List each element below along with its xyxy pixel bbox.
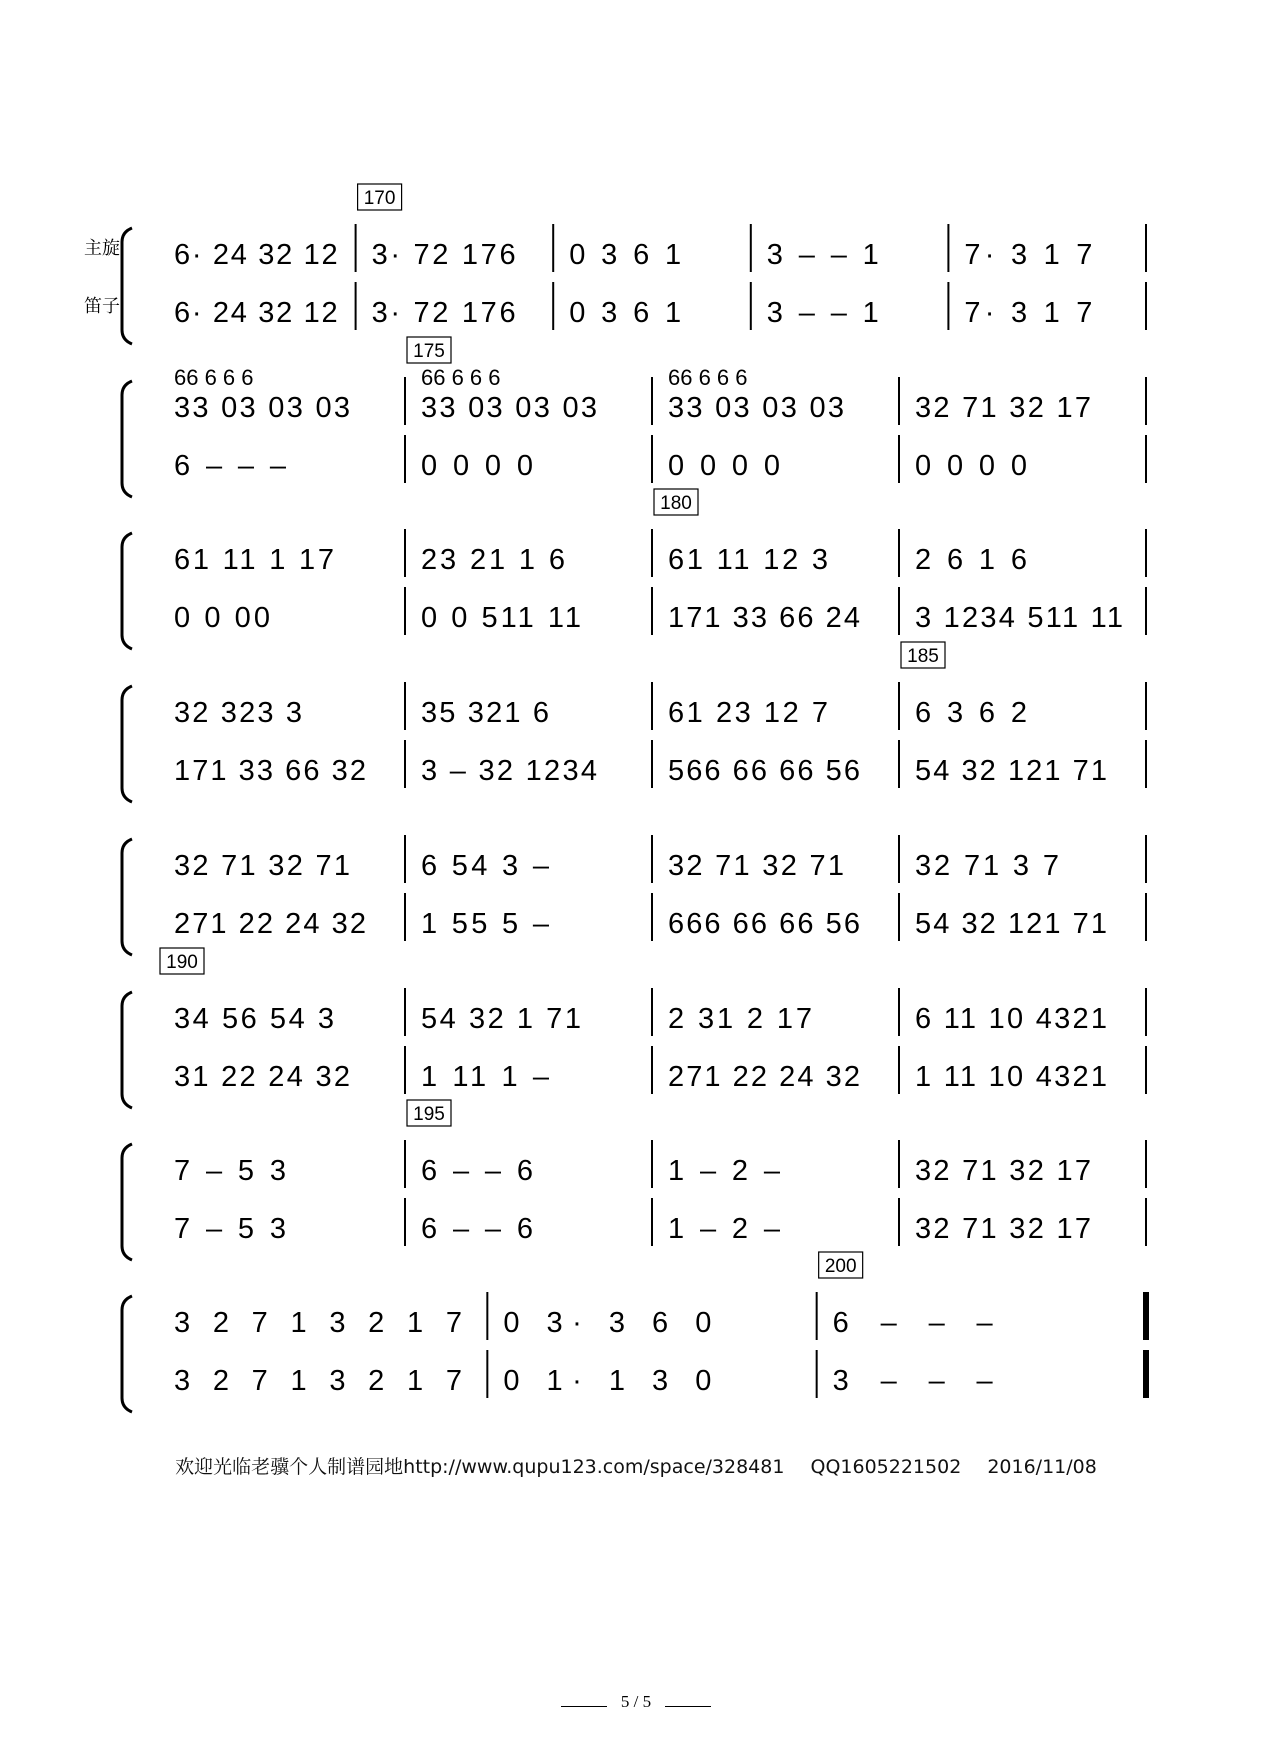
upper-part-notes: 32 71 32 17 (915, 392, 1091, 424)
upper-part-notes: 6 3 6 2 (915, 697, 1027, 729)
lower-part-notes: 54 32 121 71 (915, 755, 1107, 787)
lower-part-notes: 3 2 7 1 3 2 1 7 (174, 1365, 462, 1397)
page-rule-left (561, 1706, 607, 1707)
lower-part-notes: 271 22 24 32 (668, 1061, 860, 1093)
upper-part-notes: 32 71 3 7 (915, 850, 1059, 882)
upper-part-notes: 33 03 03 03 (174, 392, 350, 424)
measure-number: 200 (824, 1256, 857, 1277)
system-bracket (122, 839, 132, 955)
lower-part-notes: 0 0 0 0 (421, 450, 533, 482)
lower-part-notes: 3 – 32 1234 (421, 755, 597, 787)
system-bracket (122, 1296, 132, 1412)
lower-part-notes: 6 – – – (174, 450, 286, 482)
upper-part-notes: 33 03 03 03 (668, 392, 844, 424)
lower-part-notes: 566 66 66 56 (668, 755, 860, 787)
page-rule-right (665, 1706, 711, 1707)
part-label: 笛子 (84, 296, 120, 317)
upper-part-notes: 3 2 7 1 3 2 1 7 (174, 1307, 462, 1339)
upper-part-notes: 1 – 2 – (668, 1155, 780, 1187)
upper-part-notes: 61 11 1 17 (174, 544, 334, 576)
system-bracket (122, 1144, 132, 1260)
lower-part-notes: 171 33 66 32 (174, 755, 366, 787)
lower-part-notes: 32 71 32 17 (915, 1213, 1091, 1245)
lower-part-notes: 6 – – 6 (421, 1213, 533, 1245)
upper-part-notes: 61 23 12 7 (668, 697, 828, 729)
page-number (0, 1692, 1272, 1712)
measure-number: 170 (363, 188, 396, 209)
upper-part-notes: 2 6 1 6 (915, 544, 1027, 576)
lower-part-notes: 0 1· 1 3 0 (503, 1365, 712, 1397)
lower-part-notes: 1 11 1 – (421, 1061, 549, 1093)
upper-part-notes: 33 03 03 03 (421, 392, 597, 424)
upper-part-notes: 3 – – 1 (766, 239, 879, 271)
upper-part-notes: 32 71 32 17 (915, 1155, 1091, 1187)
footer-date: 2016/11/08 (987, 1456, 1097, 1478)
upper-part-notes: 0 3 6 1 (569, 239, 682, 271)
upper-part-notes: 6 – – 6 (421, 1155, 533, 1187)
system-bracket (122, 992, 132, 1108)
upper-part-notes: 7 – 5 3 (174, 1155, 286, 1187)
upper-part-notes: 6· 24 32 12 (174, 239, 338, 271)
measure-number: 190 (166, 952, 198, 973)
measure-number: 180 (660, 493, 692, 514)
upper-chord-notes: 66 6 6 6 (421, 365, 501, 390)
upper-part-notes: 32 71 32 71 (668, 850, 844, 882)
upper-part-notes: 6 11 10 4321 (915, 1003, 1107, 1035)
lower-part-notes: 1 11 10 4321 (915, 1061, 1107, 1093)
footer-site-text: 欢迎光临老骥个人制谱园地http://www.qupu123.com/space/328481 (175, 1456, 785, 1478)
lower-part-notes: 271 22 24 32 (174, 908, 366, 940)
upper-part-notes: 32 323 3 (174, 697, 302, 729)
part-label: 主旋 (84, 238, 120, 259)
upper-part-notes: 7· 3 1 7 (964, 239, 1093, 271)
lower-part-notes: 3 1234 511 11 (915, 602, 1123, 634)
lower-part-notes: 3 – – 1 (766, 297, 879, 329)
upper-part-notes: 34 56 54 3 (174, 1003, 334, 1035)
footer (0, 1452, 1272, 1479)
lower-part-notes: 6· 24 32 12 (174, 297, 338, 329)
system-bracket (122, 686, 132, 802)
upper-part-notes: 3· 72 176 (371, 239, 516, 271)
lower-part-notes: 3 – – – (832, 1365, 993, 1397)
system-bracket (122, 228, 132, 344)
upper-part-notes: 32 71 32 71 (174, 850, 350, 882)
lower-part-notes: 0 0 511 11 (421, 602, 581, 634)
lower-part-notes: 0 0 0 0 (668, 450, 780, 482)
footer-qq: QQ1605221502 (810, 1456, 962, 1478)
lower-part-notes: 54 32 121 71 (915, 908, 1107, 940)
upper-part-notes: 6 – – – (832, 1307, 993, 1339)
upper-part-notes: 6 54 3 – (421, 850, 549, 882)
lower-part-notes: 0 3 6 1 (569, 297, 682, 329)
system-bracket (122, 381, 132, 497)
lower-part-notes: 1 – 2 – (668, 1213, 780, 1245)
upper-part-notes: 61 11 12 3 (668, 544, 828, 576)
upper-part-notes: 23 21 1 6 (421, 544, 565, 576)
lower-part-notes: 7 – 5 3 (174, 1213, 286, 1245)
lower-part-notes: 171 33 66 24 (668, 602, 860, 634)
upper-chord-notes: 66 6 6 6 (668, 365, 748, 390)
measure-number: 175 (413, 341, 445, 362)
system-bracket (122, 533, 132, 649)
lower-part-notes: 7· 3 1 7 (964, 297, 1093, 329)
lower-part-notes: 666 66 66 56 (668, 908, 860, 940)
lower-part-notes: 1 55 5 – (421, 908, 549, 940)
lower-part-notes: 31 22 24 32 (174, 1061, 350, 1093)
upper-part-notes: 2 31 2 17 (668, 1003, 812, 1035)
measure-number: 195 (413, 1104, 445, 1125)
lower-part-notes: 3· 72 176 (371, 297, 516, 329)
upper-part-notes: 35 321 6 (421, 697, 549, 729)
lower-part-notes: 0 0 00 (174, 602, 270, 634)
upper-chord-notes: 66 6 6 6 (174, 365, 254, 390)
upper-part-notes: 0 3· 3 6 0 (503, 1307, 712, 1339)
lower-part-notes: 0 0 0 0 (915, 450, 1027, 482)
upper-part-notes: 54 32 1 71 (421, 1003, 581, 1035)
page-number-text: 5 / 5 (620, 1692, 652, 1711)
measure-number: 185 (907, 646, 939, 667)
